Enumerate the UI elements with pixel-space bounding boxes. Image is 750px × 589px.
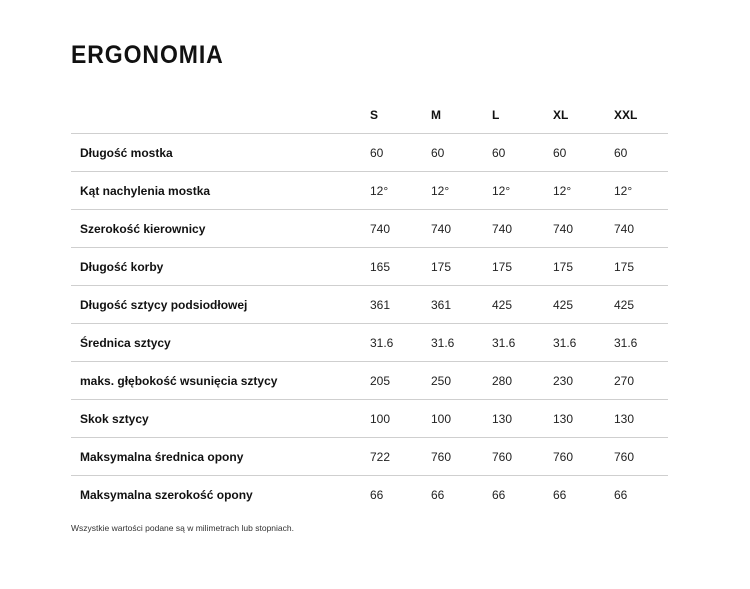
table-row [71, 438, 668, 476]
table-cell: 100 [370, 400, 431, 438]
table-cell: 60 [492, 134, 553, 172]
table-cell: 230 [553, 362, 614, 400]
table-cell: 760 [431, 438, 492, 476]
table-cell: 760 [614, 438, 668, 476]
table-cell: 165 [370, 248, 431, 286]
table-cell: 280 [492, 362, 553, 400]
table-row [71, 362, 668, 400]
table-row [71, 210, 668, 248]
table-cell: 66 [431, 487, 445, 502]
row-label: Długość sztycy podsiodłowej [71, 286, 370, 324]
table-row [71, 134, 668, 172]
table-cell: 722 [370, 438, 431, 476]
table-cell: 425 [614, 286, 668, 324]
ergonomics-table [71, 96, 668, 513]
header-size-xxl: XXL [614, 96, 668, 134]
header-size-s: S [370, 96, 431, 134]
table-cell: 740 [431, 210, 492, 248]
table-cell: 740 [370, 210, 431, 248]
table-cell: 31.6 [370, 324, 431, 362]
header-label-column [71, 96, 370, 134]
table-cell: 31.6 [614, 324, 668, 362]
table-cell: 425 [553, 286, 614, 324]
table-cell: 130 [553, 400, 614, 438]
table-cell: 740 [614, 210, 668, 248]
table-row [71, 172, 668, 210]
table-cell: 175 [553, 248, 614, 286]
row-label: Długość mostka [71, 134, 370, 172]
table-row [71, 476, 668, 514]
table-cell: 12° [614, 172, 668, 210]
table-cell: 130 [492, 400, 553, 438]
row-label: Długość korby [71, 248, 370, 286]
section-title: ERGONOMIA [71, 41, 224, 69]
table-cell: 60 [614, 134, 668, 172]
table-cell: 31.6 [492, 324, 553, 362]
row-label: Szerokość kierownicy [71, 210, 370, 248]
table-body [71, 134, 668, 514]
table-cell: 175 [492, 248, 553, 286]
header-size-xl: XL [553, 96, 614, 134]
table-cell: 175 [431, 248, 492, 286]
table-cell: 361 [370, 286, 431, 324]
table-cell: 175 [614, 248, 668, 286]
table-cell: 425 [492, 286, 553, 324]
table-cell: 60 [553, 134, 614, 172]
header-size-m: M [431, 96, 492, 134]
table-row [71, 400, 668, 438]
table-row [71, 248, 668, 286]
table-cell: 31.6 [553, 324, 614, 362]
table-row [71, 286, 668, 324]
table-cell: 66 [492, 487, 506, 502]
header-size-l: L [492, 96, 553, 134]
row-label: Średnica sztycy [71, 324, 370, 362]
table-cell: 60 [431, 134, 492, 172]
table-row [71, 324, 668, 362]
table-cell: 12° [553, 172, 614, 210]
table-header-row [71, 96, 668, 134]
table-cell: 31.6 [431, 324, 492, 362]
table-cell: 361 [431, 286, 492, 324]
table-cell: 12° [492, 172, 553, 210]
table-cell: 205 [370, 362, 431, 400]
table-cell: 740 [492, 210, 553, 248]
units-note: Wszystkie wartości podane są w milimetrach lub stopniach. [71, 523, 294, 533]
table-cell: 250 [431, 362, 492, 400]
row-label: maks. głębokość wsunięcia sztycy [71, 362, 370, 400]
table-cell: 60 [370, 134, 431, 172]
row-label: Kąt nachylenia mostka [71, 172, 370, 210]
row-label: Skok sztycy [71, 400, 370, 438]
table-cell: 270 [614, 362, 668, 400]
table-cell: 760 [553, 438, 614, 476]
table-cell: 66 [370, 487, 384, 502]
table-cell: 66 [553, 487, 567, 502]
table-cell: 100 [431, 400, 492, 438]
table-cell: 12° [431, 172, 492, 210]
row-label: Maksymalna szerokość opony [80, 487, 253, 502]
table-cell: 130 [614, 400, 668, 438]
table-cell: 66 [614, 487, 628, 502]
row-label: Maksymalna średnica opony [71, 438, 370, 476]
table-cell: 760 [492, 438, 553, 476]
table-cell: 740 [553, 210, 614, 248]
table-cell: 12° [370, 172, 431, 210]
